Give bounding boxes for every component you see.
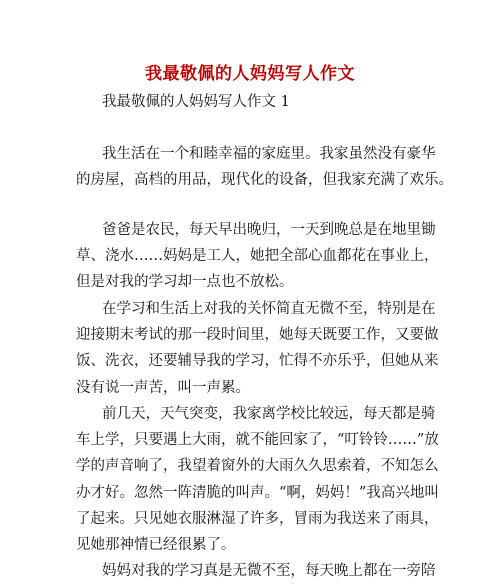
paragraph-5 [76,558,436,584]
paragraph-1 [76,141,453,193]
paragraph-4 [76,401,439,558]
essay-subtitle: 我最敬佩的人妈妈写人作文 1 [102,94,290,110]
document-title: 我最敬佩的人妈妈写人作文 [145,64,355,84]
paragraph-line: 见她那神情已经很累了。 [76,536,236,553]
paragraph-line: 迎接期末考试的那一段时间里，她每天既要工作，又要做 [76,327,439,344]
paragraph-line: 我生活在一个和睦幸福的家庭里。我家虽然没有豪华 [102,146,436,162]
paragraph-2 [76,217,439,296]
paragraph-line: 在学习和生活上对我的关怀简直无微不至，特别是在 [102,301,436,317]
paragraph-line: 妈妈对我的学习真是无微不至，每天晚上都在一旁陪 [102,563,436,579]
paragraph-line: 饭、洗衣，还要辅导我的学习，忙得不亦乐乎，但她从来 [76,353,439,370]
paragraph-line: 但是对我的学习却一点也不放松。 [76,274,294,291]
paragraph-line: 前几天，天气突变，我家离学校比较远，每天都是骑 [102,406,436,422]
paragraph-line: 办才好。忽然一阵清脆的叫声。“啊，妈妈！”我高兴地叫 [76,484,439,501]
paragraph-line: 没有说一声苦，叫一声累。 [76,379,250,396]
paragraph-line: 了起来。只见她衣服淋湿了许多，冒雨为我送来了雨具， [76,510,439,527]
paragraph-line: 草、浇水……妈妈是工人，她把全部心血都花在事业上， [76,248,439,265]
paragraph-line: 爸爸是农民，每天早出晚归，一天到晚总是在地里锄 [102,222,436,238]
paragraph-line: 学的声音响了，我望着窗外的大雨久久思索着，不知怎么 [76,458,439,475]
paragraph-line: 车上学，只要遇上大雨，就不能回家了，“叮铃铃……”放 [76,432,439,449]
paragraph-3 [76,296,439,401]
paragraph-line: 的房屋，高档的用品，现代化的设备，但我家充满了欢乐。 [76,172,453,189]
